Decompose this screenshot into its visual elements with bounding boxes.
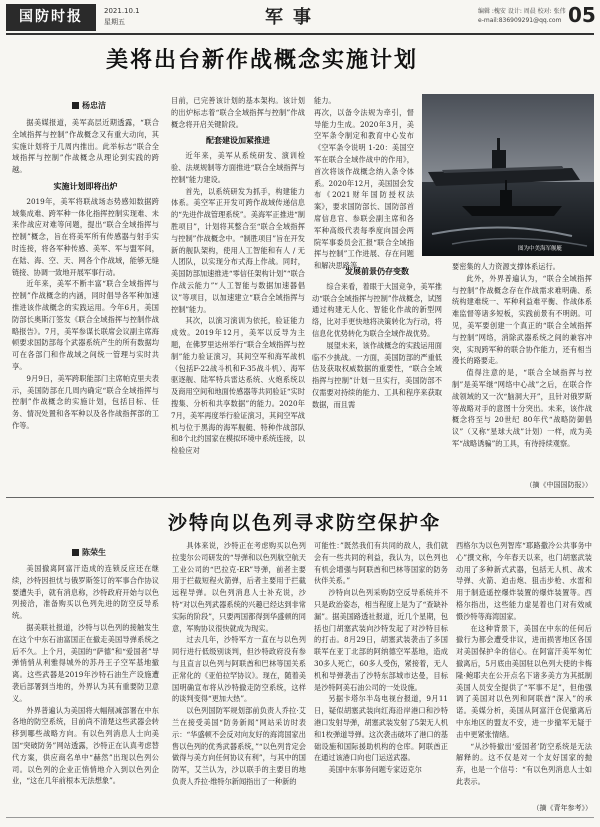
paragraph: 9月9日，美军跨职能部门主席帕克里夫表示，美国防部在几周内确定“联合全域指挥与控制”作战概念的实施计划，包括目标、任务、情况处置和各军种以及各作战指挥部的工作等。	[12, 373, 159, 430]
article1-subhead-3: 发展前景仍存变数	[345, 267, 409, 276]
warship-photo	[422, 94, 594, 256]
article-divider	[6, 497, 594, 498]
article1-column-3-top: 能力。 再次，以备令法规为牵引，督导能力生成。2020年3月，美空军条令制定和教育中心发布《空军条令说明 1-20：美国空军在联合全域作战中的作用》，首次将该作战概念纳入条令体系。2020年12月，美国国会发布《2021财年国防授权法案》，要求国防部长、国防部首席信息官、参联会副主席和各军种高级代表每季度向国会两院军事委员会汇报“联合全域指挥与控制”工作进展、存在问题和解决思路等。	[314, 96, 414, 271]
issue-date: 2021.10.1	[104, 7, 140, 15]
article1-column-2	[171, 95, 305, 457]
paragraph: 2019年，美军将联战场态势感知数据跨域集成难、跨军种一体化指挥控制实现难、未来作战应对难等问题，提出“联合全域指挥与控制”概念，旨在将美军所有传感器与射手实时连接，将各军种传感、美军、军与盟军间，在陆、海、空、天、网各个作战域，能够无缝链接、协调一致地开展军事行动。	[12, 196, 159, 277]
article1-subhead-1: 实施计划即将出炉	[53, 181, 118, 191]
paragraph: 首先，以系统研发为抓手，构建能力体系。美空军正开发可跨作战域传递信息的“先进作战管理系统”。美海军正推进“制胜项目”，计划将其整合至“联合全域指挥与控制”作战概念中。“制胜项目”旨在开发新的舰队架构，使用人工智能和有人 / 无人团队，以实现分布式海上作战。同时，美国防部加速推进“零信任架构计划”“联合作战云能力”“人工智能与数据加速器倡议”等项目，以加速建立“联合全域指挥与控制”能力。	[171, 186, 305, 314]
article1-author	[72, 100, 106, 111]
paragraph: “从沙特撤出‘爱国者’防空系统是无法解释的。这不仅是对一个友好国家的抛弃，也是一个信号：“有以色列消息人士如此表示。	[456, 741, 592, 786]
paragraph: 以色列国防军规划部前负责人乔拉·艾兰在接受美国“防务新闻”网站采访时表示：“华盛顿不会反对向友好的海湾国家出售以色列的优秀武器系统，”“以色列肯定会做得与美方向任何协议有利”，与其中的国防军，艾兰认为，沙以联手的主要目的地负责人乔拉·维特尔新闻指出了一种新的	[172, 706, 306, 786]
newspaper-logo: 国防时报	[6, 4, 96, 31]
article1-intro: 据美媒报道，美军高层近期透露，“联合全域指挥与控制”作战概念又有重大动向，其实施计划将于几周内推出。此举标志“联合全域指挥与控制”作战概念从理论到实践的跨越。	[12, 118, 159, 175]
article2-headline: 沙特向以色列寻求防空保护伞	[168, 512, 442, 534]
paragraph: 值得注意的是，“联合全域指挥与控制”是美军继“网络中心战”之后，在联合作战领域的又一次“脑洞大开”，且针对俄罗斯等战略对手的意图十分突出。未来，该作战概念将至与 20世纪 80年代“战略防御倡议”（又称“星球大战”计划）一样，成为美军“战略诱骗”的工具，有待持续观察。	[452, 368, 592, 448]
paragraph: 据美联社报道，沙特与以色列的接触发生在这个中东石油富国正在撤走美国导弹系统之后不久。上个月，美国的“萨德”和“爱国者”导弹悄悄从利雅得城外的苏丹王子空军基地撤离。这些武器是2019年沙特石油生产设施遭袭后部署到当地的，外界认为其有重要防卫意义。	[12, 622, 159, 703]
issue-weekday: 星期五	[104, 18, 125, 26]
paragraph: 外界普遍认为美国将大幅削减部署在中东各地的防空系统，目前尚不清楚这些武器会转移到哪些战略方向。有以色列消息人士向美国“突破防务”网站透露，沙特正在认真考虑替代方案，供应商名单中“赫然”出现以色列公司。以色列的企业正悄悄地介入到以色列企业，“这在几年前根本无法想象”。	[12, 705, 159, 786]
page-bottom-divider	[6, 817, 594, 818]
article2-author	[72, 547, 106, 558]
contact-email: e-mail:836909291@qq.com	[478, 17, 562, 24]
paragraph: 在这种背景下，美国在中东的任何后撤行为都会遭受非议，进而损害地区各国对美国保护伞的信心。在阿富汗美军匆忙撤离后，5月底由美国驻以色列大使的卡梅隆·鲍耶夫在公开点名下诸多美方为其抵制美国人员安全提供了“军事不足”，但他强调了美国对以色列和阿联酋“深入”的承诺。美媒分析，美国从阿富汗仓促撤离后中东地区的盟友不安，进一步撤军无疑于击中更紧张情绪。	[456, 623, 592, 739]
page-number: 05	[568, 3, 596, 27]
article2-author-name: 陈荣生	[82, 548, 106, 557]
article2-column-2	[172, 540, 306, 788]
paragraph: 可能性：”既然我们有共同的敌人，我们就会有一些共同的利益，我认为，以色列也有机会增强与阿联酋和巴林等国家的防务伙伴关系。”	[314, 541, 448, 586]
article2-column-1	[12, 563, 159, 787]
section-title: 军事	[265, 7, 321, 28]
article1-author-name: 杨忠洁	[82, 101, 106, 110]
paragraph: 其次，以演习演训为依托，验证能力成效。2019年12月，美军以反导为主题，在佛罗里达州举行“联合全域指挥与控制”能力验证演习，其间空军和海军战机（包括F-22战斗机和F-35战斗机）、海军驱逐舰、陆军特兵雷达系统、火炮系统以及商用空间和地面传感器等共同验证“实时搜集、分析和共享数据”的能力。2020年7月，美军再度举行验证演习，其间空军战机与位于黑海的海军舰艇、特种作战部队和8个北约国家在模拟环境中系统连接，以检验应对	[171, 316, 305, 456]
paragraph: 目前，已完善该计划的基本架构。该计划的出炉标志着“联合全域指挥与控制”作战概念将开启关键阶段。	[171, 96, 305, 129]
article1-column-1	[12, 117, 159, 432]
article2-column-3	[314, 540, 448, 776]
photo-caption: 图为中美海军舰艇	[518, 246, 563, 252]
paragraph: 沙特向以色列采购防空反导系统并不只是政治姿态，相当程度上是为了“查缺补漏”。据美国路透社报道，近几个星期，包括也门胡塞武装向沙特发起了对沙特目标的打击。8月29日，胡塞武装袭击了多国联军在亚丁北部的阿纳德空军基地，造成30多人死亡，60多人受伤，紧接着，无人机和导弹袭击了沙特东部城市达曼，目标是沙特阿美石油公司的一处设施。	[314, 588, 448, 692]
author-marker-icon	[72, 102, 79, 109]
article2-column-4	[456, 540, 592, 788]
editor-credits: 编辑 :槐安 设计: 周晨 校对: 张伟	[478, 8, 566, 15]
article1-column-4	[452, 261, 592, 450]
author-marker-icon	[72, 549, 79, 556]
article2-source: （摘《青年参考》）	[532, 804, 592, 812]
paragraph: 过去几年，沙特军方一直在与以色列同行进行低级别谈判，但沙特政府没有参与且直言以色列与阿联酋和巴林等国关系正常化的《亚伯拉罕协议》。现在，随着美国明确宣布将从沙特撤走防空系统，这样的谈判变得“更加大热”。	[172, 635, 306, 704]
warship-photo-image	[422, 94, 594, 256]
paragraph: 近年来，美军从系统研发、演训检验、法规规制等方面推进“联合全域指挥与控制”能力建设。	[171, 151, 305, 184]
article1-headline: 美将出台新作战概念实施计划	[106, 48, 419, 73]
paragraph: 美国中东事务问题专家迈克尔	[328, 765, 422, 775]
paragraph: 近年来，美军不断丰富“联合全域指挥与控制”作战概念的内涵，同时倡导各军种加速推进该作战概念的实践运用。今年6月，美国防部长奥斯汀签发《联合全域指挥与控制作战略报告》。7月，美军参谋长联席会议副主席海顿要求国防部每个武器系统产生的所有数据均可在各部门和作战域之间统一管理与实时共享。	[12, 279, 159, 371]
paragraph: 西格尔为以色列智库“耶路撒冷公共事务中心”撰文称，今年春天以来，也门胡塞武装动用了多种新式武器，包括无人机、战术导弹、火箭、迫击炮、狙击步枪、水雷和用于制造遥控爆炸装置的爆炸装置等。西格尔指出，这些能力虚晃着也门对有效威慑沙特等海湾国家。	[456, 541, 592, 621]
article1-subhead-2: 配套建设加紧推进	[206, 136, 270, 146]
paragraph: 另据卡塔尔半岛电视台报道，9月11日，疑似胡塞武装向红海沿岸港口和沙特港口发射导弹，胡塞武装发射了5架无人机和1枚弹道导弹。这次袭击破坏了港口的基础设施和国际援助机构的仓库。阿联酋正在通过该港口向也门运送武器。	[314, 694, 448, 763]
paragraph: 要密集的人力资源支撑体系运行。	[452, 262, 560, 271]
paragraph: 美国撤离阿富汗造成的连锁反应还在继续，沙特因担忧与俄罗斯签订的军事合作协议要遭失手，就有消息称，沙特政府开始与以色列接洽，准备购买以色列先进的防空反导系统。	[12, 564, 159, 621]
masthead-divider	[6, 33, 594, 35]
paragraph: 综合来看，着眼于大国竞争，美军推动“联合全域指挥与控制”作战概念，试图通过构建无人化、智能化作战的新型网络，比对手更快地将决策转化为行动，将信息化优势转化为联合全域作战优势。	[312, 281, 442, 338]
article1-source: （摘《中国国防报》）	[525, 481, 592, 489]
article1-column-3	[312, 261, 442, 411]
paragraph: 此外，外界普遍认为，“联合全域指挥与控制”作战概念存在作战需求难明确、系统构建难统一、军种利益难平衡、作战体系难监督等诸多短板，实践前景有不明朗。可见，美军要创建一个真正的“联合全域指挥与控制”网络，消除武器系统之间的兼容冲突，实现跨军种的联合协作能力，还有相当漫长的路要走。	[452, 273, 592, 366]
paragraph: 具体来说，沙特正在考虑购买以色列拉斐尔公司研发的“导弹和以色列航空航天工业公司的“巴拉克-ER”导弹，前者主要用于拦截短程火箭弹，后者主要用于拦截远程导弹。以色列消息人士补充说，沙特“对以色列武器系统的兴趣已经达到非常实际的阶段”，只要两国都得到华盛顿的同意，军购协议很快就成为现实。	[172, 541, 306, 633]
paragraph: 展望未来，该作战概念的实践运用面临不少挑战。一方面，美国防部的严重低估及获取权威数据的重要性，“联合全域指挥与控制”计划一旦实行，美国防部不仅需要对持续的能力、工具和程序来获取数据，而且需	[312, 340, 442, 409]
